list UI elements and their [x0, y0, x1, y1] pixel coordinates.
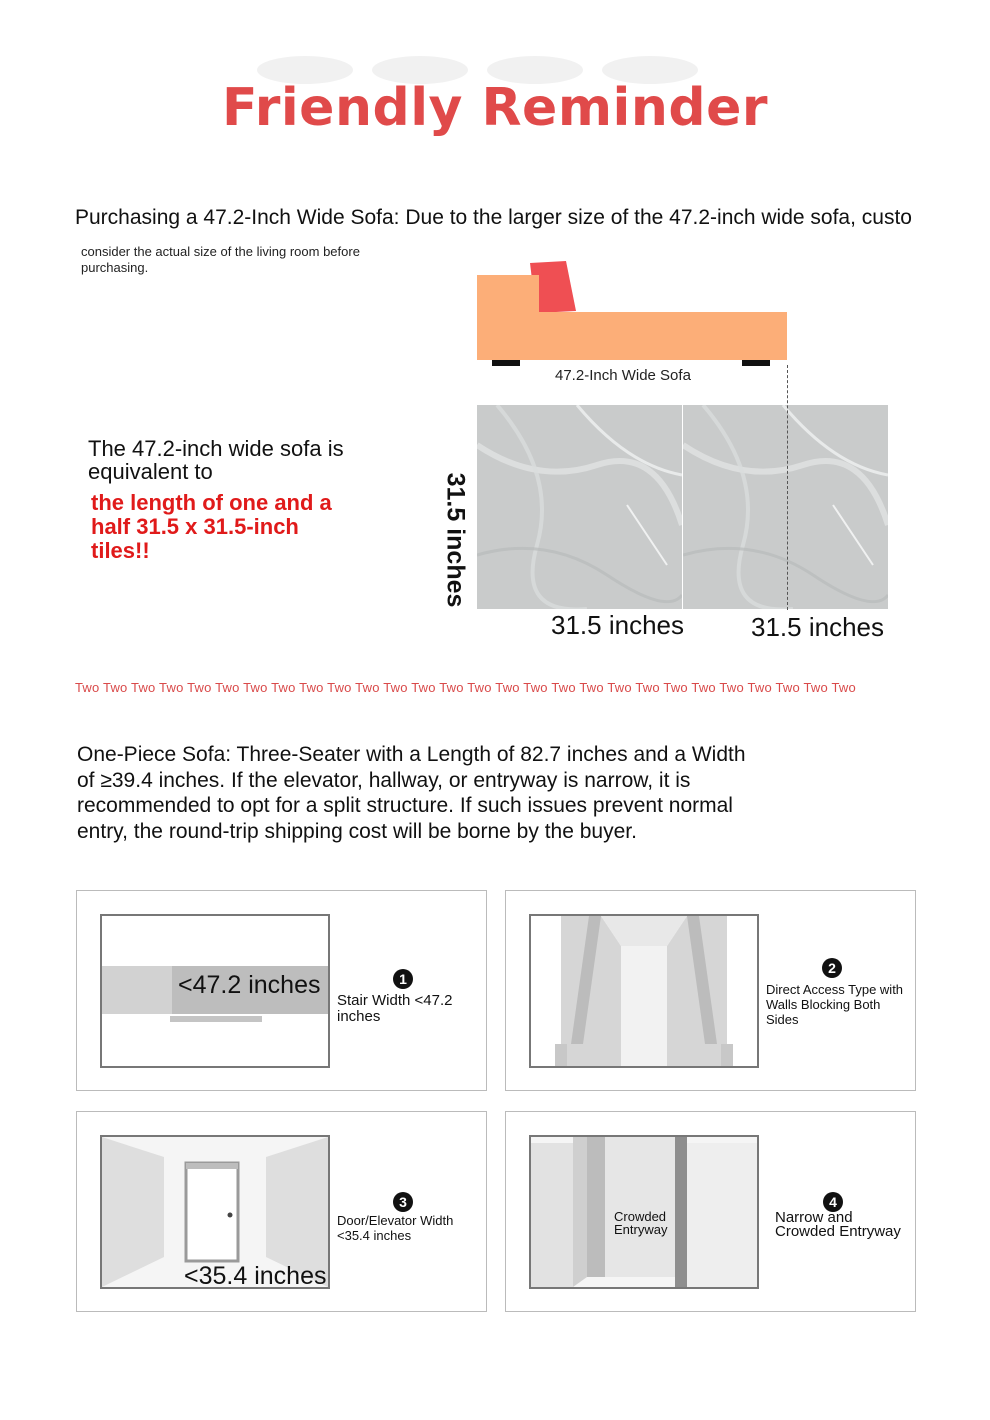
equivalence-text: The 47.2-inch wide sofa is equivalent to: [88, 436, 344, 484]
card-caption: Stair Width <47.2 inches: [337, 992, 453, 1025]
tile-height-dimension: 31.5 inches: [441, 472, 470, 608]
card-direct-access: [505, 890, 916, 1091]
step-number-badge: 1: [393, 969, 413, 989]
sofa-illustration: [470, 255, 800, 370]
sofa-width-subtext: consider the actual size of the living room before purchasing.: [81, 244, 360, 275]
filler-text-row: Two Two Two Two Two Two Two Two Two Two Two Two Two Two Two Two Two Two Two Two Two Two Two Two Two Two Two Two: [75, 680, 856, 695]
inner-label: Crowded Entryway: [614, 1209, 668, 1237]
step-number-badge: 4: [823, 1192, 843, 1212]
door-dimension: <35.4 inches: [184, 1262, 327, 1290]
tile1-width-dimension: 31.5 inches: [551, 610, 684, 640]
tile2-width-dimension: 31.5 inches: [751, 612, 884, 642]
card-caption: Narrow and Crowded Entryway: [775, 1209, 901, 1240]
step-number-badge: 3: [393, 1192, 413, 1212]
card-caption: Door/Elevator Width <35.4 inches: [337, 1213, 454, 1243]
marble-tile: [683, 405, 888, 609]
one-piece-sofa-notice: One-Piece Sofa: Three-Seater with a Length of 82.7 inches and a Width of ≥39.4 inches. If the elevator, hallway, or entryway is narrow, it is recommended to opt for a split structure. If such issues prevent normal entry, the round-trip shipping cost will be borne by the buyer.: [77, 743, 746, 843]
card-caption: Direct Access Type with Walls Blocking Both Sides: [766, 982, 904, 1027]
alignment-dashed-line: [787, 365, 788, 610]
corridor-illustration: [529, 914, 759, 1068]
card-stair-width: [76, 890, 487, 1091]
marble-tile: [477, 405, 682, 609]
page-title: Friendly Reminder: [222, 78, 768, 138]
stair-dimension: <47.2 inches: [178, 971, 321, 999]
sofa-width-heading: Purchasing a 47.2-Inch Wide Sofa: Due to the larger size of the 47.2-inch wide sofa, custo: [75, 206, 912, 229]
tile-comparison-text: the length of one and a half 31.5 x 31.5-inch tiles!!: [91, 490, 332, 563]
step-number-badge: 2: [822, 958, 842, 978]
card-door-width: [76, 1111, 487, 1312]
sofa-label: 47.2-Inch Wide Sofa: [555, 367, 691, 384]
card-crowded-entryway: [505, 1111, 916, 1312]
